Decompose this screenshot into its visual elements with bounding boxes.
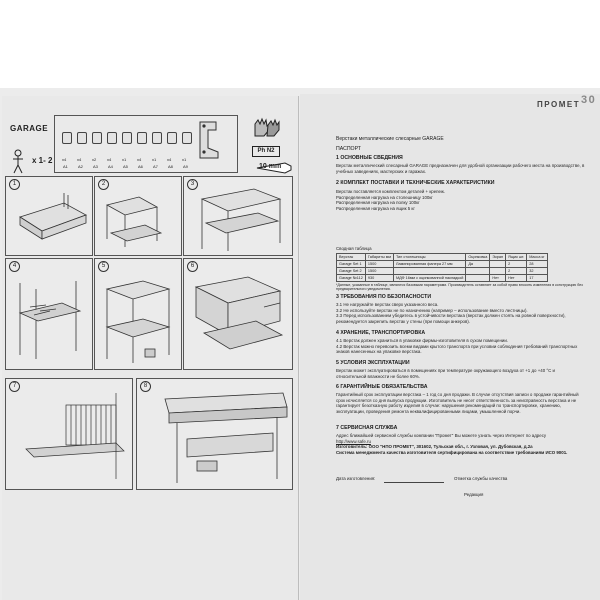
document-title: Верстаки металлические слесарные GARAGE	[336, 136, 444, 142]
table-row	[337, 261, 548, 268]
fastener-icon	[107, 132, 117, 144]
logo-years: 30	[581, 94, 597, 106]
table-header: Тип столешницы	[394, 254, 466, 261]
part-quantity: x4	[137, 157, 142, 162]
section-4-lines	[336, 338, 586, 355]
assembly-step-2	[94, 176, 182, 256]
section-6-text: Гарантийный срок эксплуатации верстака – 1 год со дня продажи. В случае отсутствия записи о продаже гарантийный срок исчисляется со дня выпуска продукции. Изготовитель не несет ответственность за неисправность верстака и не гарантирует безотказную работу изделия в случае: нарушения рекомендаций по транспортировке, хранению, эксплуатации, проведения ремонта неквалифицированными лицами, умышленной порчи.	[336, 392, 579, 414]
cell-dim: 1500	[365, 261, 393, 268]
fastener-icon	[152, 132, 162, 144]
cell-zinc	[466, 275, 490, 282]
section-4-title: 4 ХРАНЕНИЕ, ТРАНСПОРТИРОВКА	[336, 330, 426, 336]
spec-line: Распределенная нагрузка на столешницу 100кг	[336, 194, 433, 200]
cell-screen	[490, 268, 506, 275]
spec-line: Верстак поставляется комплектом деталей + крепеж.	[336, 189, 446, 194]
wrench-icon	[255, 160, 295, 176]
part-quantity: x1	[182, 157, 187, 162]
section-6-title: 6 ГАРАНТИЙНЫЕ ОБЯЗАТЕЛЬСТВА	[336, 384, 428, 390]
section-3-lines	[336, 302, 586, 324]
rule-line: 4.1 Верстак должен храниться в упаковке фирмы-изготовителя в сухом помещении.	[336, 338, 509, 343]
cell-zinc: Да	[466, 261, 490, 268]
section-3-title: 3 ТРЕБОВАНИЯ ПО БЕЗОПАСНОСТИ	[336, 294, 432, 300]
cell-box: 2	[506, 261, 527, 268]
table-caption: Сводная таблица	[336, 246, 372, 251]
part-code: A8	[168, 164, 173, 169]
cell-name: Garage Set 2	[337, 268, 366, 275]
table-header: Габариты мм	[365, 254, 393, 261]
step-number: 5	[98, 261, 109, 272]
cell-name: Garage Set 1	[337, 261, 366, 268]
cell-dim: 930	[365, 275, 393, 282]
part-quantity: x2	[92, 157, 97, 162]
cell-name: Garage №112	[337, 275, 366, 282]
rule-line: 4.2 Верстак можно перевозить всеми видами крытого транспорта при условии соблюдения требований транспортных знаков нанесенных на упаковке верстака.	[336, 343, 578, 355]
table-header: Масса кг	[527, 254, 547, 261]
step-number: 4	[9, 261, 20, 272]
section-1-title: 1 ОСНОВНЫЕ СВЕДЕНИЯ	[336, 155, 403, 161]
cell-screen	[490, 261, 506, 268]
table-header: Оцинковка	[466, 254, 490, 261]
section-2-lines	[336, 189, 586, 211]
cell-top: МДФ 16мм с оцинкованной накладкой	[394, 275, 466, 282]
assembly-step-7	[5, 378, 133, 490]
corner-bracket-icon	[196, 118, 222, 162]
section-7-title: 7 СЕРВИСНАЯ СЛУЖБА	[336, 425, 398, 431]
step-number: 7	[9, 381, 20, 392]
service-link[interactable]: http://www.safe.ru	[336, 438, 371, 444]
spec-line: Распределенная нагрузка на полку 100кг	[336, 200, 420, 206]
part-quantity: x4	[107, 157, 112, 162]
table-note: *Данные, указанные в таблице, являются базовыми параметрами. Производитель оставляет за собой право вносить изменения в конструкцию без предварительного уведомления.	[336, 283, 583, 292]
section-2-title: 2 КОМПЛЕКТ ПОСТАВКИ И ТЕХНИЧЕСКИЕ ХАРАКТЕРИСТИКИ	[336, 180, 495, 186]
rule-line: 3.1 Не нагружайте верстак сверх указанного веса.	[336, 302, 439, 307]
cell-screen: Нет	[490, 275, 506, 282]
cell-dim: 1500	[365, 268, 393, 275]
fastener-icon	[92, 132, 102, 144]
assembly-step-3	[183, 176, 293, 256]
passport-heading: ПАСПОРТ	[336, 146, 361, 152]
fastener-icon	[77, 132, 87, 144]
rule-line: 3.2 Не используйте верстак не по назначению (например – использование вместо лестницы).	[336, 307, 528, 313]
part-code: A7	[153, 164, 158, 169]
cell-zinc	[466, 268, 490, 275]
step-number: 1	[9, 179, 20, 190]
wrench-label: 10 mm	[259, 163, 282, 170]
table-header-row	[337, 254, 548, 261]
brand-logo	[537, 94, 597, 109]
part-quantity: x4	[77, 157, 82, 162]
part-quantity: x1	[122, 157, 127, 162]
logo-text: ПРОМЕТ	[537, 100, 581, 109]
gloves-icon	[252, 116, 282, 138]
manufacturer-line: Изготовитель: ООО "НПО ПРОМЕТ", 301602, Тульская обл., г. Узловая, ул. Дубовская, д.2а	[336, 444, 533, 450]
fastener-icon	[182, 132, 192, 144]
iso-line: Система менеджмента качества изготовителя сертифицирована на соответствие требованиям ИСО 9001.	[336, 449, 568, 455]
cell-top: Ламинированная фанера 27 мм	[394, 261, 466, 268]
step-number: 2	[98, 179, 109, 190]
section-5-title: 5 УСЛОВИЯ ЭКСПЛУАТАЦИИ	[336, 360, 410, 366]
fastener-icon	[167, 132, 177, 144]
screwdriver-label: Ph N2	[252, 146, 280, 157]
section-7-lines	[336, 433, 586, 455]
cell-mass: 32	[527, 268, 547, 275]
manufacture-date-label: Дата изготовления:	[336, 476, 376, 481]
part-code: A1	[63, 164, 68, 169]
product-title: GARAGE	[10, 124, 49, 133]
section-5-text: Верстак может эксплуатироваться в помещениях при температуре окружающего воздуха от +1 до +40 °С и относительной влажности не более 60%.	[336, 368, 555, 379]
part-code: A6	[138, 164, 143, 169]
part-quantity: x1	[152, 157, 157, 162]
cell-top	[394, 268, 466, 275]
table-header: Экран	[490, 254, 506, 261]
quality-mark-label: Отметка службы качества	[454, 476, 508, 481]
cell-box: Нет	[506, 275, 527, 282]
part-quantity: x4	[167, 157, 172, 162]
part-quantity: x4	[62, 157, 67, 162]
part-code: A3	[93, 164, 98, 169]
step-number: 8	[140, 381, 151, 392]
assembly-step-4	[5, 258, 93, 370]
part-code: A2	[78, 164, 83, 169]
people-quantity: x 1- 2	[32, 156, 53, 165]
part-code: A4	[108, 164, 113, 169]
step-number: 6	[187, 261, 198, 272]
specs-table	[336, 253, 548, 282]
fastener-icon	[137, 132, 147, 144]
assembly-step-6	[183, 258, 293, 370]
assembly-step-5	[94, 258, 182, 370]
service-line: Адрес ближайшей сервисной службы компании "Промет" Вы можете узнать через Интернет по адресу	[336, 433, 547, 438]
spec-line: Распределенная нагрузка на ящик 5 кг	[336, 205, 415, 211]
rule-line: 3.3 Перед использованием убедитесь в устойчивости верстака (верстак должен стоять на ровной поверхности), рекомендуется закрепить верстак у стены (при помощи анкеров).	[336, 313, 566, 324]
table-header: Ящик шт.	[506, 254, 527, 261]
fastener-icon	[122, 132, 132, 144]
assembly-step-8	[136, 378, 293, 490]
step-number: 3	[187, 179, 198, 190]
table-header: Верстак	[337, 254, 366, 261]
cell-mass: 28	[527, 261, 547, 268]
section-1-text: Верстак металлический слесарный GARAGE предназначен для удобной организации рабочего места на производстве, в учебных заведениях, мастерских и гаражах.	[336, 163, 585, 174]
part-code: A9	[183, 164, 188, 169]
cell-mass: 17	[527, 275, 547, 282]
table-row	[337, 275, 548, 282]
date-line	[384, 482, 444, 483]
table-row	[337, 268, 548, 275]
cell-box: 2	[506, 268, 527, 275]
edition-label: Редакция	[464, 492, 484, 497]
part-code: A5	[123, 164, 128, 169]
assembly-step-1	[5, 176, 93, 256]
fastener-icon	[62, 132, 72, 144]
